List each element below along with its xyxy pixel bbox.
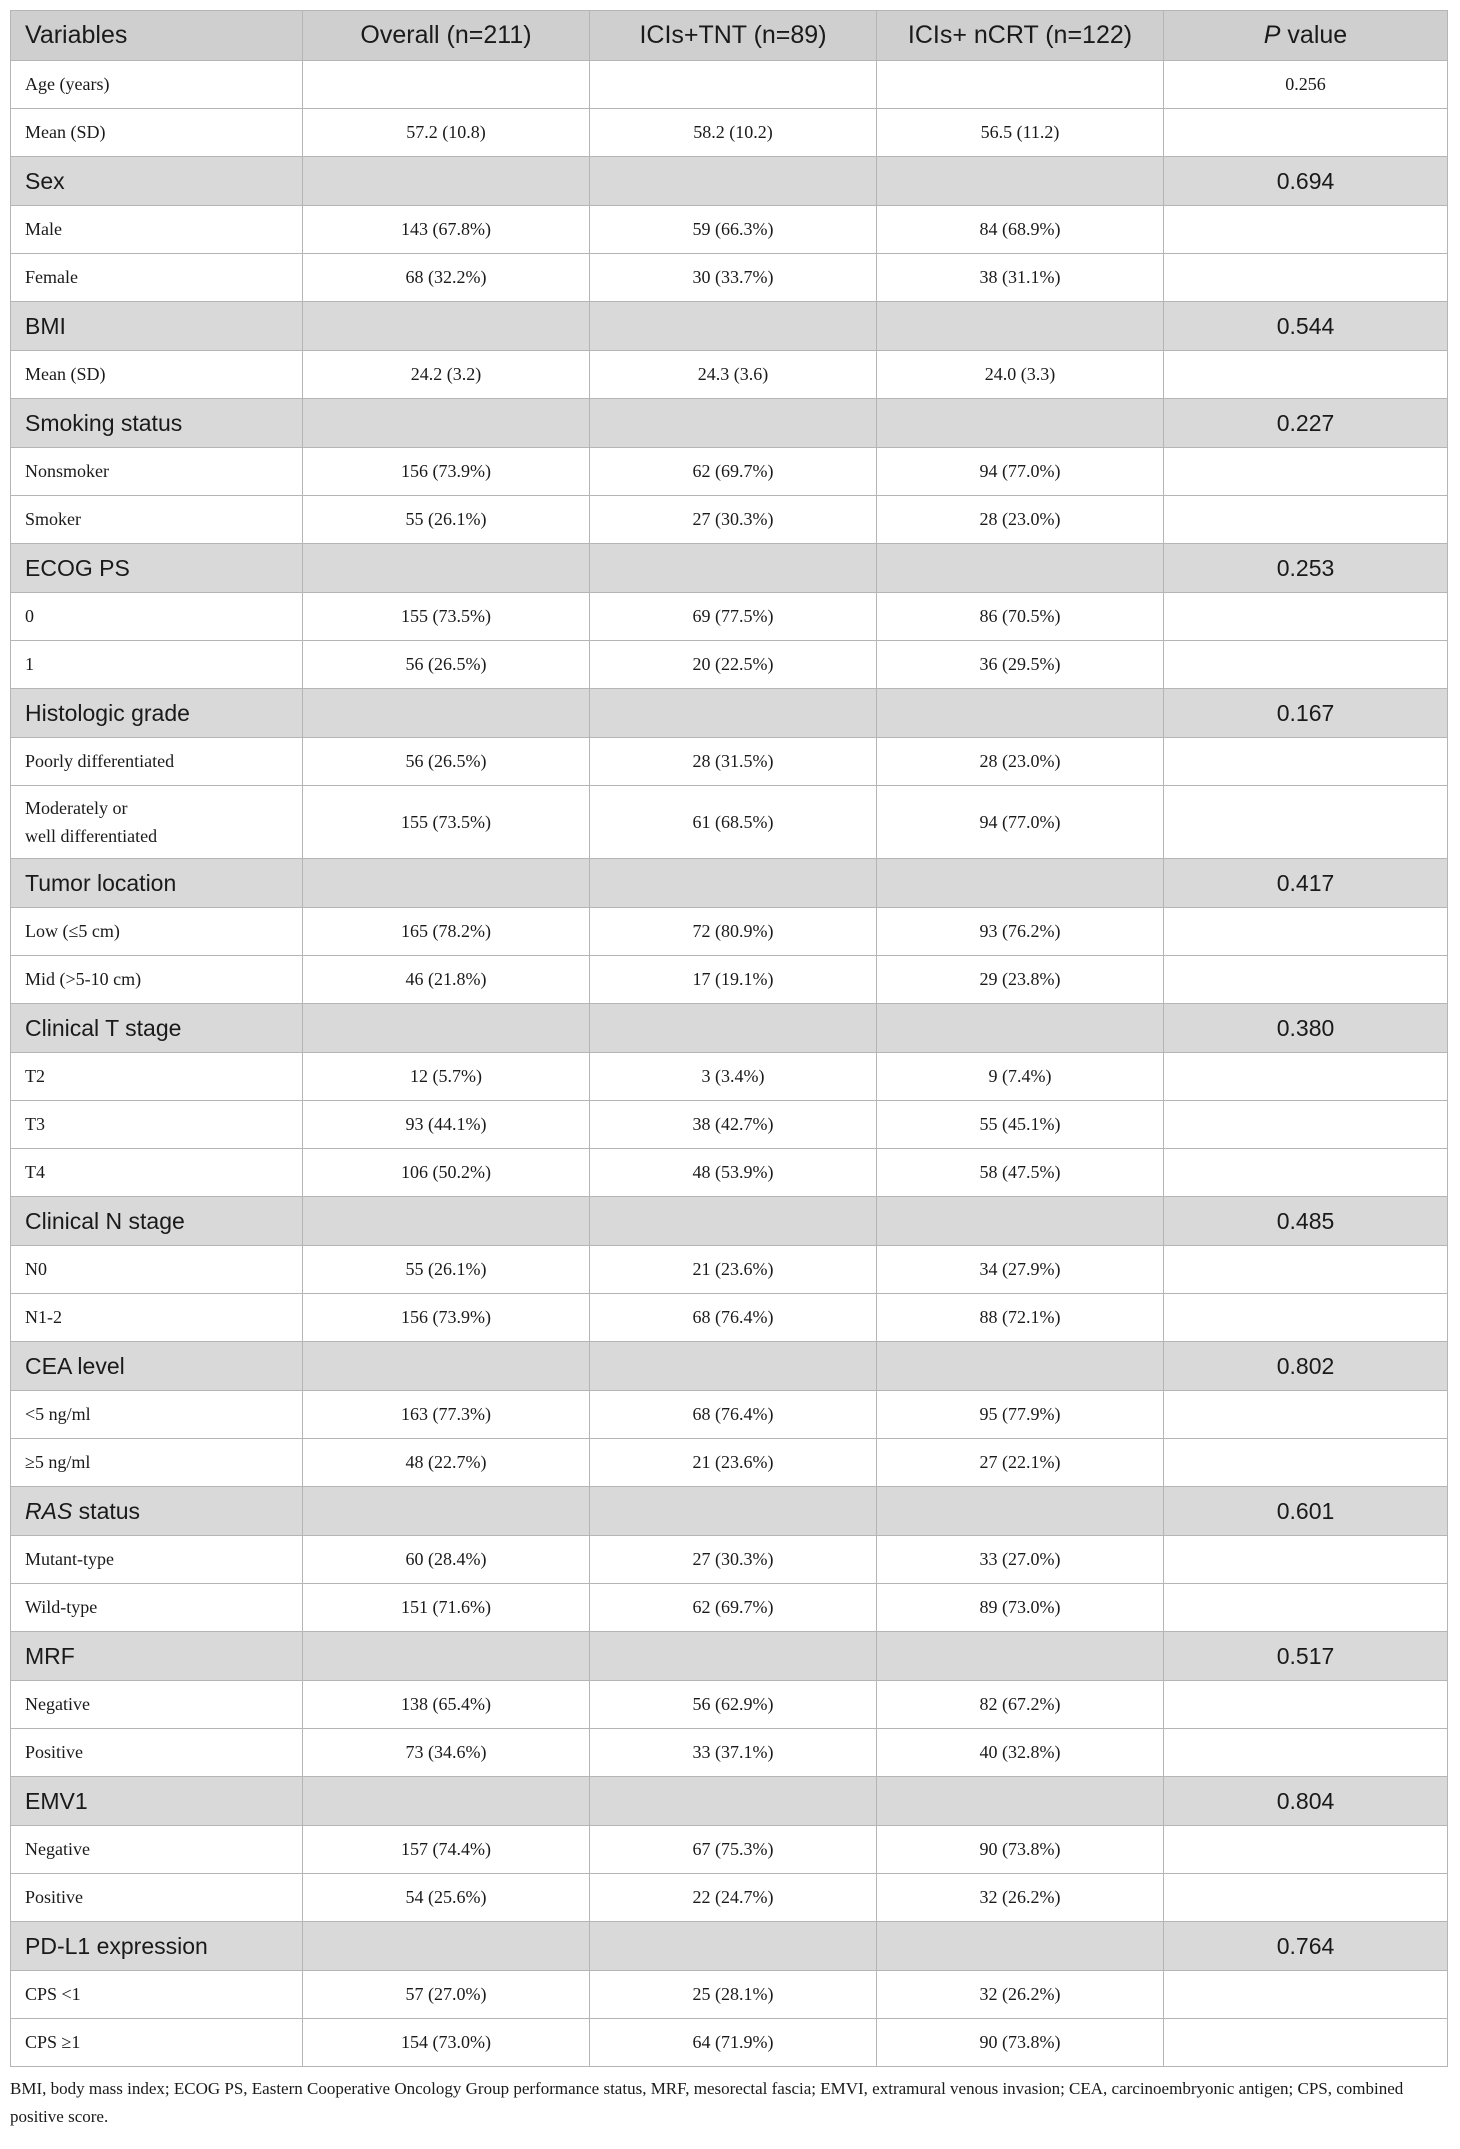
category-empty-cell (877, 1197, 1164, 1246)
icis-tnt-cell: 21 (23.6%) (590, 1246, 877, 1294)
category-row (11, 399, 1448, 448)
row-label: Age (years) (11, 61, 303, 109)
icis-ncrt-cell: 28 (23.0%) (877, 496, 1164, 544)
category-empty-cell (590, 399, 877, 448)
overall-cell: 68 (32.2%) (303, 254, 590, 302)
icis-tnt-cell: 62 (69.7%) (590, 448, 877, 496)
category-empty-cell (303, 1487, 590, 1536)
row-label: CPS <1 (11, 1971, 303, 2019)
category-empty-cell (877, 689, 1164, 738)
category-empty-cell (303, 859, 590, 908)
p-value-cell (1164, 1536, 1448, 1584)
icis-tnt-cell: 30 (33.7%) (590, 254, 877, 302)
p-value-cell (1164, 1101, 1448, 1149)
p-value-cell: 0.227 (1164, 399, 1448, 448)
category-empty-cell (303, 1922, 590, 1971)
data-row (11, 786, 1448, 859)
category-row (11, 1922, 1448, 1971)
overall-cell: 156 (73.9%) (303, 448, 590, 496)
category-empty-cell (303, 157, 590, 206)
icis-ncrt-cell: 29 (23.8%) (877, 956, 1164, 1004)
category-row (11, 157, 1448, 206)
category-row (11, 859, 1448, 908)
overall-cell: 57.2 (10.8) (303, 109, 590, 157)
data-row (11, 1246, 1448, 1294)
p-value-cell (1164, 1729, 1448, 1777)
category-label: Clinical N stage (11, 1197, 303, 1246)
row-label: Positive (11, 1729, 303, 1777)
data-row (11, 61, 1448, 109)
icis-tnt-cell: 22 (24.7%) (590, 1874, 877, 1922)
p-value-cell: 0.485 (1164, 1197, 1448, 1246)
icis-tnt-cell: 48 (53.9%) (590, 1149, 877, 1197)
data-row (11, 1584, 1448, 1632)
category-row (11, 302, 1448, 351)
overall-cell: 155 (73.5%) (303, 786, 590, 859)
category-label (11, 1487, 303, 1536)
category-label: CEA level (11, 1342, 303, 1391)
icis-ncrt-cell: 90 (73.8%) (877, 2019, 1164, 2067)
category-empty-cell (303, 302, 590, 351)
icis-tnt-cell: 72 (80.9%) (590, 908, 877, 956)
category-row (11, 1004, 1448, 1053)
p-value-cell (1164, 1294, 1448, 1342)
icis-ncrt-cell: 90 (73.8%) (877, 1826, 1164, 1874)
data-row (11, 1681, 1448, 1729)
p-value-cell (1164, 1681, 1448, 1729)
icis-tnt-cell: 68 (76.4%) (590, 1294, 877, 1342)
p-value-cell: 0.167 (1164, 689, 1448, 738)
icis-tnt-cell (590, 61, 877, 109)
data-row (11, 593, 1448, 641)
p-value-cell (1164, 1439, 1448, 1487)
p-value-cell: 0.256 (1164, 61, 1448, 109)
category-empty-cell (590, 859, 877, 908)
row-label: T4 (11, 1149, 303, 1197)
icis-tnt-cell: 38 (42.7%) (590, 1101, 877, 1149)
row-label: N0 (11, 1246, 303, 1294)
row-label: Mean (SD) (11, 351, 303, 399)
p-value-cell (1164, 351, 1448, 399)
p-value-cell: 0.380 (1164, 1004, 1448, 1053)
row-label: Low (≤5 cm) (11, 908, 303, 956)
p-value-cell: 0.253 (1164, 544, 1448, 593)
icis-tnt-cell: 56 (62.9%) (590, 1681, 877, 1729)
icis-tnt-cell: 68 (76.4%) (590, 1391, 877, 1439)
p-value-cell (1164, 1246, 1448, 1294)
category-empty-cell (877, 1487, 1164, 1536)
row-label-line1: Moderately or (25, 798, 128, 818)
data-row (11, 206, 1448, 254)
p-value-cell (1164, 1053, 1448, 1101)
overall-cell: 156 (73.9%) (303, 1294, 590, 1342)
category-label: MRF (11, 1632, 303, 1681)
header-p-value (1164, 11, 1448, 61)
category-label-suffix: status (72, 1497, 141, 1524)
icis-tnt-cell: 17 (19.1%) (590, 956, 877, 1004)
icis-tnt-cell: 64 (71.9%) (590, 2019, 877, 2067)
category-empty-cell (303, 689, 590, 738)
overall-cell: 55 (26.1%) (303, 1246, 590, 1294)
overall-cell: 165 (78.2%) (303, 908, 590, 956)
p-value-cell (1164, 109, 1448, 157)
category-empty-cell (303, 399, 590, 448)
icis-tnt-cell: 67 (75.3%) (590, 1826, 877, 1874)
data-row (11, 351, 1448, 399)
category-label-italic: RAS (25, 1497, 73, 1524)
icis-ncrt-cell: 88 (72.1%) (877, 1294, 1164, 1342)
p-value-cell (1164, 641, 1448, 689)
p-value-cell (1164, 2019, 1448, 2067)
category-empty-cell (590, 544, 877, 593)
row-label: Smoker (11, 496, 303, 544)
icis-tnt-cell: 25 (28.1%) (590, 1971, 877, 2019)
p-value-cell: 0.764 (1164, 1922, 1448, 1971)
p-value-cell (1164, 908, 1448, 956)
overall-cell: 57 (27.0%) (303, 1971, 590, 2019)
overall-cell: 48 (22.7%) (303, 1439, 590, 1487)
p-value-cell (1164, 786, 1448, 859)
category-label: Smoking status (11, 399, 303, 448)
data-row (11, 956, 1448, 1004)
p-value-cell (1164, 1826, 1448, 1874)
row-label (11, 786, 303, 859)
overall-cell: 106 (50.2%) (303, 1149, 590, 1197)
overall-cell: 12 (5.7%) (303, 1053, 590, 1101)
overall-cell: 56 (26.5%) (303, 641, 590, 689)
data-row (11, 254, 1448, 302)
icis-tnt-cell: 58.2 (10.2) (590, 109, 877, 157)
p-value-cell (1164, 206, 1448, 254)
icis-ncrt-cell: 94 (77.0%) (877, 448, 1164, 496)
overall-cell: 151 (71.6%) (303, 1584, 590, 1632)
table-container (10, 10, 1447, 2131)
p-value-cell (1164, 738, 1448, 786)
header-p-letter: P (1263, 21, 1281, 49)
data-row (11, 641, 1448, 689)
category-empty-cell (877, 1004, 1164, 1053)
overall-cell: 155 (73.5%) (303, 593, 590, 641)
overall-cell (303, 61, 590, 109)
category-empty-cell (303, 1197, 590, 1246)
icis-tnt-cell: 59 (66.3%) (590, 206, 877, 254)
icis-ncrt-cell: 9 (7.4%) (877, 1053, 1164, 1101)
row-label-line2: well differentiated (25, 826, 158, 846)
p-value-cell (1164, 1971, 1448, 2019)
icis-tnt-cell: 62 (69.7%) (590, 1584, 877, 1632)
row-label: Negative (11, 1826, 303, 1874)
row-label: 1 (11, 641, 303, 689)
icis-ncrt-cell: 93 (76.2%) (877, 908, 1164, 956)
category-label: BMI (11, 302, 303, 351)
table-header-row (11, 11, 1448, 61)
icis-ncrt-cell: 94 (77.0%) (877, 786, 1164, 859)
icis-tnt-cell: 24.3 (3.6) (590, 351, 877, 399)
icis-tnt-cell: 28 (31.5%) (590, 738, 877, 786)
data-row (11, 1391, 1448, 1439)
category-label: ECOG PS (11, 544, 303, 593)
overall-cell: 138 (65.4%) (303, 1681, 590, 1729)
header-overall: Overall (n=211) (303, 11, 590, 61)
data-row (11, 1053, 1448, 1101)
overall-cell: 55 (26.1%) (303, 496, 590, 544)
category-label: Clinical T stage (11, 1004, 303, 1053)
row-label: ≥5 ng/ml (11, 1439, 303, 1487)
icis-ncrt-cell: 82 (67.2%) (877, 1681, 1164, 1729)
category-empty-cell (590, 1197, 877, 1246)
icis-tnt-cell: 33 (37.1%) (590, 1729, 877, 1777)
icis-ncrt-cell: 84 (68.9%) (877, 206, 1164, 254)
overall-cell: 54 (25.6%) (303, 1874, 590, 1922)
category-empty-cell (590, 1342, 877, 1391)
category-row (11, 544, 1448, 593)
category-label: EMV1 (11, 1777, 303, 1826)
icis-ncrt-cell: 89 (73.0%) (877, 1584, 1164, 1632)
category-empty-cell (303, 1342, 590, 1391)
row-label: Male (11, 206, 303, 254)
table-footnote: BMI, body mass index; ECOG PS, Eastern Cooperative Oncology Group performance status, MRF, mesorectal fascia; EMVI, extramural venous invasion; CEA, carcinoembryonic antigen; CPS, combined positive score. (10, 2079, 1404, 2126)
category-empty-cell (590, 1632, 877, 1681)
data-row (11, 1874, 1448, 1922)
category-empty-cell (590, 157, 877, 206)
category-empty-cell (303, 544, 590, 593)
category-label: Tumor location (11, 859, 303, 908)
icis-tnt-cell: 61 (68.5%) (590, 786, 877, 859)
row-label: N1-2 (11, 1294, 303, 1342)
category-empty-cell (303, 1632, 590, 1681)
overall-cell: 93 (44.1%) (303, 1101, 590, 1149)
category-empty-cell (590, 1777, 877, 1826)
row-label: Mean (SD) (11, 109, 303, 157)
icis-ncrt-cell: 86 (70.5%) (877, 593, 1164, 641)
data-row (11, 1294, 1448, 1342)
icis-ncrt-cell: 34 (27.9%) (877, 1246, 1164, 1294)
data-row (11, 1101, 1448, 1149)
overall-cell: 157 (74.4%) (303, 1826, 590, 1874)
row-label: 0 (11, 593, 303, 641)
row-label: CPS ≥1 (11, 2019, 303, 2067)
icis-ncrt-cell: 33 (27.0%) (877, 1536, 1164, 1584)
overall-cell: 143 (67.8%) (303, 206, 590, 254)
row-label: <5 ng/ml (11, 1391, 303, 1439)
overall-cell: 56 (26.5%) (303, 738, 590, 786)
p-value-cell (1164, 496, 1448, 544)
data-row (11, 1536, 1448, 1584)
row-label: T2 (11, 1053, 303, 1101)
category-empty-cell (877, 157, 1164, 206)
icis-ncrt-cell: 32 (26.2%) (877, 1971, 1164, 2019)
p-value-cell: 0.517 (1164, 1632, 1448, 1681)
row-label: Mutant-type (11, 1536, 303, 1584)
icis-tnt-cell: 20 (22.5%) (590, 641, 877, 689)
category-row (11, 1197, 1448, 1246)
icis-ncrt-cell (877, 61, 1164, 109)
data-row (11, 1729, 1448, 1777)
icis-tnt-cell: 27 (30.3%) (590, 496, 877, 544)
p-value-cell (1164, 1874, 1448, 1922)
header-variables: Variables (11, 11, 303, 61)
category-label: PD-L1 expression (11, 1922, 303, 1971)
category-empty-cell (877, 1342, 1164, 1391)
icis-ncrt-cell: 40 (32.8%) (877, 1729, 1164, 1777)
data-row (11, 1439, 1448, 1487)
p-value-cell (1164, 593, 1448, 641)
icis-ncrt-cell: 38 (31.1%) (877, 254, 1164, 302)
icis-ncrt-cell: 27 (22.1%) (877, 1439, 1164, 1487)
overall-cell: 24.2 (3.2) (303, 351, 590, 399)
data-row (11, 496, 1448, 544)
overall-cell: 73 (34.6%) (303, 1729, 590, 1777)
data-row (11, 1826, 1448, 1874)
p-value-cell (1164, 956, 1448, 1004)
category-label: Histologic grade (11, 689, 303, 738)
p-value-cell: 0.802 (1164, 1342, 1448, 1391)
icis-tnt-cell: 21 (23.6%) (590, 1439, 877, 1487)
p-value-cell (1164, 254, 1448, 302)
category-row (11, 1777, 1448, 1826)
category-row (11, 1632, 1448, 1681)
icis-ncrt-cell: 56.5 (11.2) (877, 109, 1164, 157)
category-empty-cell (877, 302, 1164, 351)
overall-cell: 163 (77.3%) (303, 1391, 590, 1439)
category-empty-cell (590, 1922, 877, 1971)
category-empty-cell (877, 544, 1164, 593)
p-value-cell (1164, 1584, 1448, 1632)
category-empty-cell (303, 1777, 590, 1826)
overall-cell: 60 (28.4%) (303, 1536, 590, 1584)
p-value-cell (1164, 448, 1448, 496)
header-icis-tnt: ICIs+TNT (n=89) (590, 11, 877, 61)
row-label: Poorly differentiated (11, 738, 303, 786)
icis-tnt-cell: 3 (3.4%) (590, 1053, 877, 1101)
p-value-cell: 0.417 (1164, 859, 1448, 908)
category-empty-cell (590, 1004, 877, 1053)
icis-ncrt-cell: 55 (45.1%) (877, 1101, 1164, 1149)
icis-ncrt-cell: 28 (23.0%) (877, 738, 1164, 786)
data-row (11, 1971, 1448, 2019)
category-empty-cell (303, 1004, 590, 1053)
overall-cell: 154 (73.0%) (303, 2019, 590, 2067)
category-empty-cell (590, 689, 877, 738)
header-p-suffix: value (1280, 21, 1348, 49)
category-empty-cell (590, 1487, 877, 1536)
p-value-cell: 0.544 (1164, 302, 1448, 351)
data-row (11, 2019, 1448, 2067)
category-empty-cell (877, 1922, 1164, 1971)
table-body (11, 61, 1448, 2067)
data-row (11, 109, 1448, 157)
data-row (11, 738, 1448, 786)
icis-ncrt-cell: 36 (29.5%) (877, 641, 1164, 689)
row-label: Positive (11, 1874, 303, 1922)
icis-tnt-cell: 69 (77.5%) (590, 593, 877, 641)
data-row (11, 1149, 1448, 1197)
p-value-cell: 0.601 (1164, 1487, 1448, 1536)
p-value-cell: 0.694 (1164, 157, 1448, 206)
p-value-cell (1164, 1149, 1448, 1197)
row-label: Mid (>5-10 cm) (11, 956, 303, 1004)
p-value-cell (1164, 1391, 1448, 1439)
icis-ncrt-cell: 24.0 (3.3) (877, 351, 1164, 399)
overall-cell: 46 (21.8%) (303, 956, 590, 1004)
icis-ncrt-cell: 95 (77.9%) (877, 1391, 1164, 1439)
category-label: Sex (11, 157, 303, 206)
data-row (11, 908, 1448, 956)
icis-tnt-cell: 27 (30.3%) (590, 1536, 877, 1584)
row-label: T3 (11, 1101, 303, 1149)
category-row (11, 1487, 1448, 1536)
header-icis-ncrt: ICIs+ nCRT (n=122) (877, 11, 1164, 61)
category-empty-cell (877, 1632, 1164, 1681)
category-row (11, 689, 1448, 738)
row-label: Wild-type (11, 1584, 303, 1632)
category-empty-cell (877, 399, 1164, 448)
category-empty-cell (877, 1777, 1164, 1826)
baseline-characteristics-table (10, 10, 1448, 2067)
p-value-cell: 0.804 (1164, 1777, 1448, 1826)
row-label: Nonsmoker (11, 448, 303, 496)
icis-ncrt-cell: 58 (47.5%) (877, 1149, 1164, 1197)
category-empty-cell (877, 859, 1164, 908)
category-row (11, 1342, 1448, 1391)
category-empty-cell (590, 302, 877, 351)
row-label: Female (11, 254, 303, 302)
icis-ncrt-cell: 32 (26.2%) (877, 1874, 1164, 1922)
data-row (11, 448, 1448, 496)
row-label: Negative (11, 1681, 303, 1729)
